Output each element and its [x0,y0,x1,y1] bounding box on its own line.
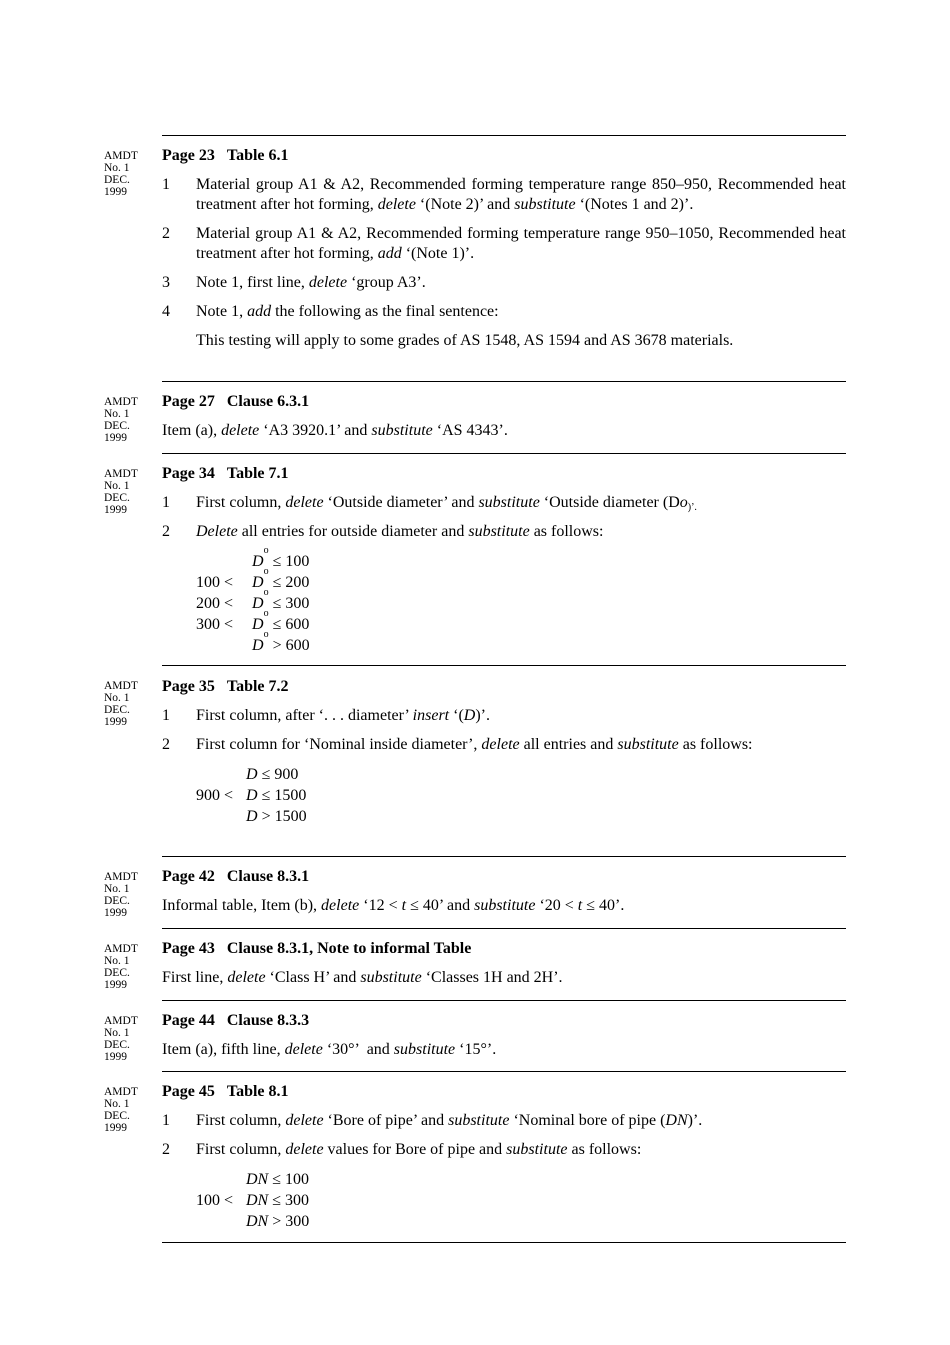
value-row: 100 < DN ≤ 300 [196,1192,310,1209]
section-divider [162,381,846,382]
section-heading: Page 42 Clause 8.3.1 [162,868,310,885]
amendment-marker: AMDT No. 1 DEC. 1999 [104,1086,138,1134]
amendment-section [162,867,846,916]
list-item: 3 Note 1, first line, delete ‘group A3’. [162,274,426,291]
amendment-text: Informal table, Item (b), delete ‘12 < t ≤ 40’ and substitute ‘20 < t ≤ 40’. [162,897,625,914]
amendment-section [162,464,846,656]
amendment-section [162,677,846,827]
list-item: 2 Delete all entries for outside diameter and substitute as follows: [162,523,604,540]
section-divider [162,135,846,136]
section-divider [162,928,846,929]
value-row: 900 < D ≤ 1500 [196,787,307,804]
section-divider [162,453,846,454]
section-heading: Page 44 Clause 8.3.3 [162,1012,310,1029]
section-divider [162,1242,846,1243]
value-row: D o > 600 [252,629,310,654]
values-list [162,1169,846,1232]
section-heading: Page 23 Table 6.1 [162,147,289,164]
values-list [162,545,846,656]
section-divider [162,856,846,857]
list-item: 4 Note 1, add the following as the final sentence: [162,303,499,320]
values-list [162,764,846,827]
amendment-section [162,146,846,351]
amendment-marker: AMDT No. 1 DEC. 1999 [104,871,138,919]
list-item: 2 Material group A1 & A2, Recommended forming temperature range 950–1050, Recommended heat treatment after hot forming, add ‘(Note 1)’. [162,225,846,262]
value-row: D ≤ 900 [246,766,299,783]
section-heading: Page 45 Table 8.1 [162,1083,289,1100]
section-heading: Page 27 Clause 6.3.1 [162,393,310,410]
amendment-section [162,1082,846,1232]
amendment-marker: AMDT No. 1 DEC. 1999 [104,943,138,991]
value-row: DN ≤ 100 [246,1171,310,1188]
value-row: DN > 300 [246,1213,310,1230]
section-divider [162,1071,846,1072]
value-row: D o ≤ 100 [252,545,310,570]
amendment-text: Item (a), fifth line, delete ‘30°’ and substitute ‘15°’. [162,1041,497,1058]
list-item: 2 First column, delete values for Bore of pipe and substitute as follows: [162,1141,642,1158]
list-item: 1 Material group A1 & A2, Recommended forming temperature range 850–950, Recommended heat treatment after hot forming, delete ‘(Note 2)’ and substitute ‘(Notes 1 and 2)’. [162,176,846,213]
amendment-marker: AMDT No. 1 DEC. 1999 [104,1015,138,1063]
amendment-text: First line, delete ‘Class H’ and substitute ‘Classes 1H and 2H’. [162,969,563,986]
value-row: 300 < D o ≤ 600 [196,608,310,633]
amendment-section [162,939,846,988]
section-divider [162,665,846,666]
list-item: 1 First column, delete ‘Outside diameter’ and substitute ‘Outside diameter ($Do_{)’.}$ [162,494,697,513]
value-row: D > 1500 [246,808,307,825]
amendment-marker: AMDT No. 1 DEC. 1999 [104,396,138,444]
list-item: 1 First column, after ‘. . . diameter’ insert ‘(D)’. [162,707,490,724]
list-item: 2 First column for ‘Nominal inside diameter’, delete all entries and substitute as follows: [162,736,753,753]
amendment-text: Item (a), delete ‘A3 3920.1’ and substitute ‘AS 4343’. [162,422,508,439]
list-item: 1 First column, delete ‘Bore of pipe’ and substitute ‘Nominal bore of pipe (DN)’. [162,1112,703,1129]
amendment-marker: AMDT No. 1 DEC. 1999 [104,150,138,198]
section-divider [162,1000,846,1001]
section-heading: Page 34 Table 7.1 [162,465,289,482]
amendment-marker: AMDT No. 1 DEC. 1999 [104,680,138,728]
section-heading: Page 35 Table 7.2 [162,678,289,695]
section-heading: Page 43 Clause 8.3.1, Note to informal Table [162,940,472,957]
value-row: 100 < D o ≤ 200 [196,566,310,591]
added-sentence: This testing will apply to some grades of AS 1548, AS 1594 and AS 3678 materials. [196,332,734,349]
amendment-section [162,1011,846,1060]
amendment-section [162,392,846,441]
amendment-marker: AMDT No. 1 DEC. 1999 [104,468,138,516]
value-row: 200 < D o ≤ 300 [196,587,310,612]
